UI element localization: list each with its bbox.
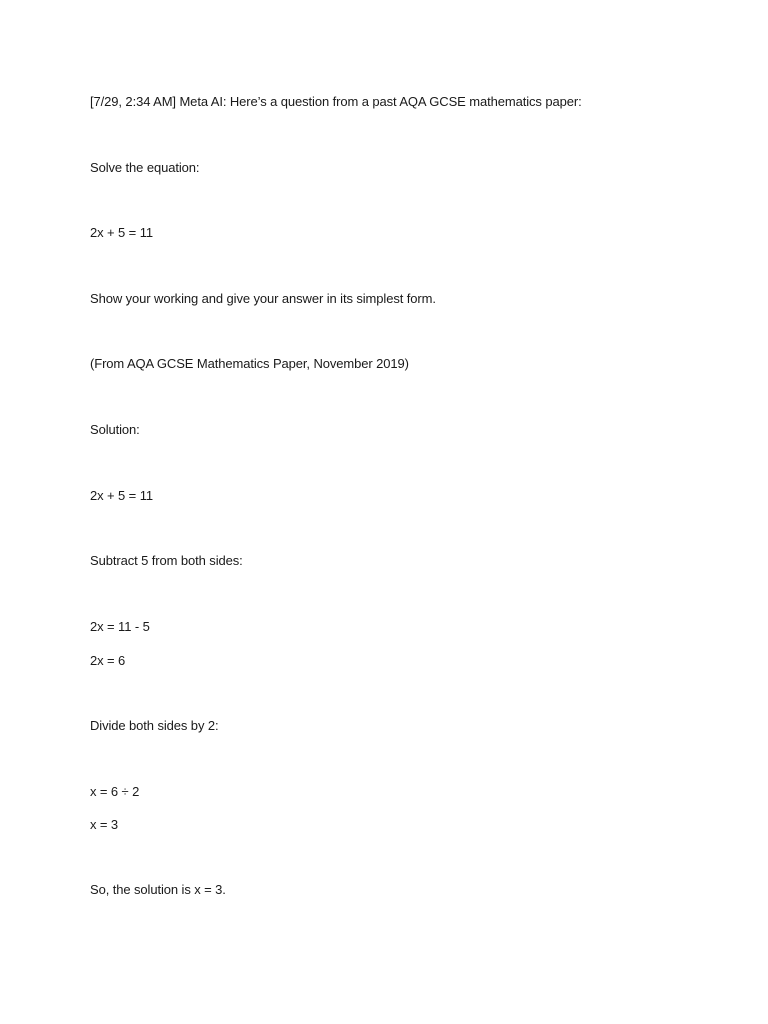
instruction-solve: Solve the equation: bbox=[90, 160, 200, 175]
step-subtract-result: 2x = 6 bbox=[90, 653, 126, 668]
source-citation: (From AQA GCSE Mathematics Paper, November 2019) bbox=[90, 356, 409, 371]
message-header-line: [7/29, 2:34 AM] Meta AI: Here’s a question from a past AQA GCSE mathematics paper: bbox=[90, 94, 582, 109]
step-divide-label: Divide both sides by 2: bbox=[90, 718, 219, 733]
equation-line: 2x + 5 = 11 bbox=[90, 225, 153, 240]
final-answer-line: So, the solution is x = 3. bbox=[90, 882, 226, 897]
step-divide-expression: x = 6 ÷ 2 bbox=[90, 784, 140, 799]
step-divide-result: x = 3 bbox=[90, 817, 119, 832]
instruction-show-working: Show your working and give your answer in its simplest form. bbox=[90, 291, 436, 306]
step-subtract-expression: 2x = 11 - 5 bbox=[90, 619, 150, 634]
solution-heading: Solution: bbox=[90, 422, 140, 437]
step-subtract-label: Subtract 5 from both sides: bbox=[90, 553, 243, 568]
solution-equation-line: 2x + 5 = 11 bbox=[90, 488, 153, 503]
